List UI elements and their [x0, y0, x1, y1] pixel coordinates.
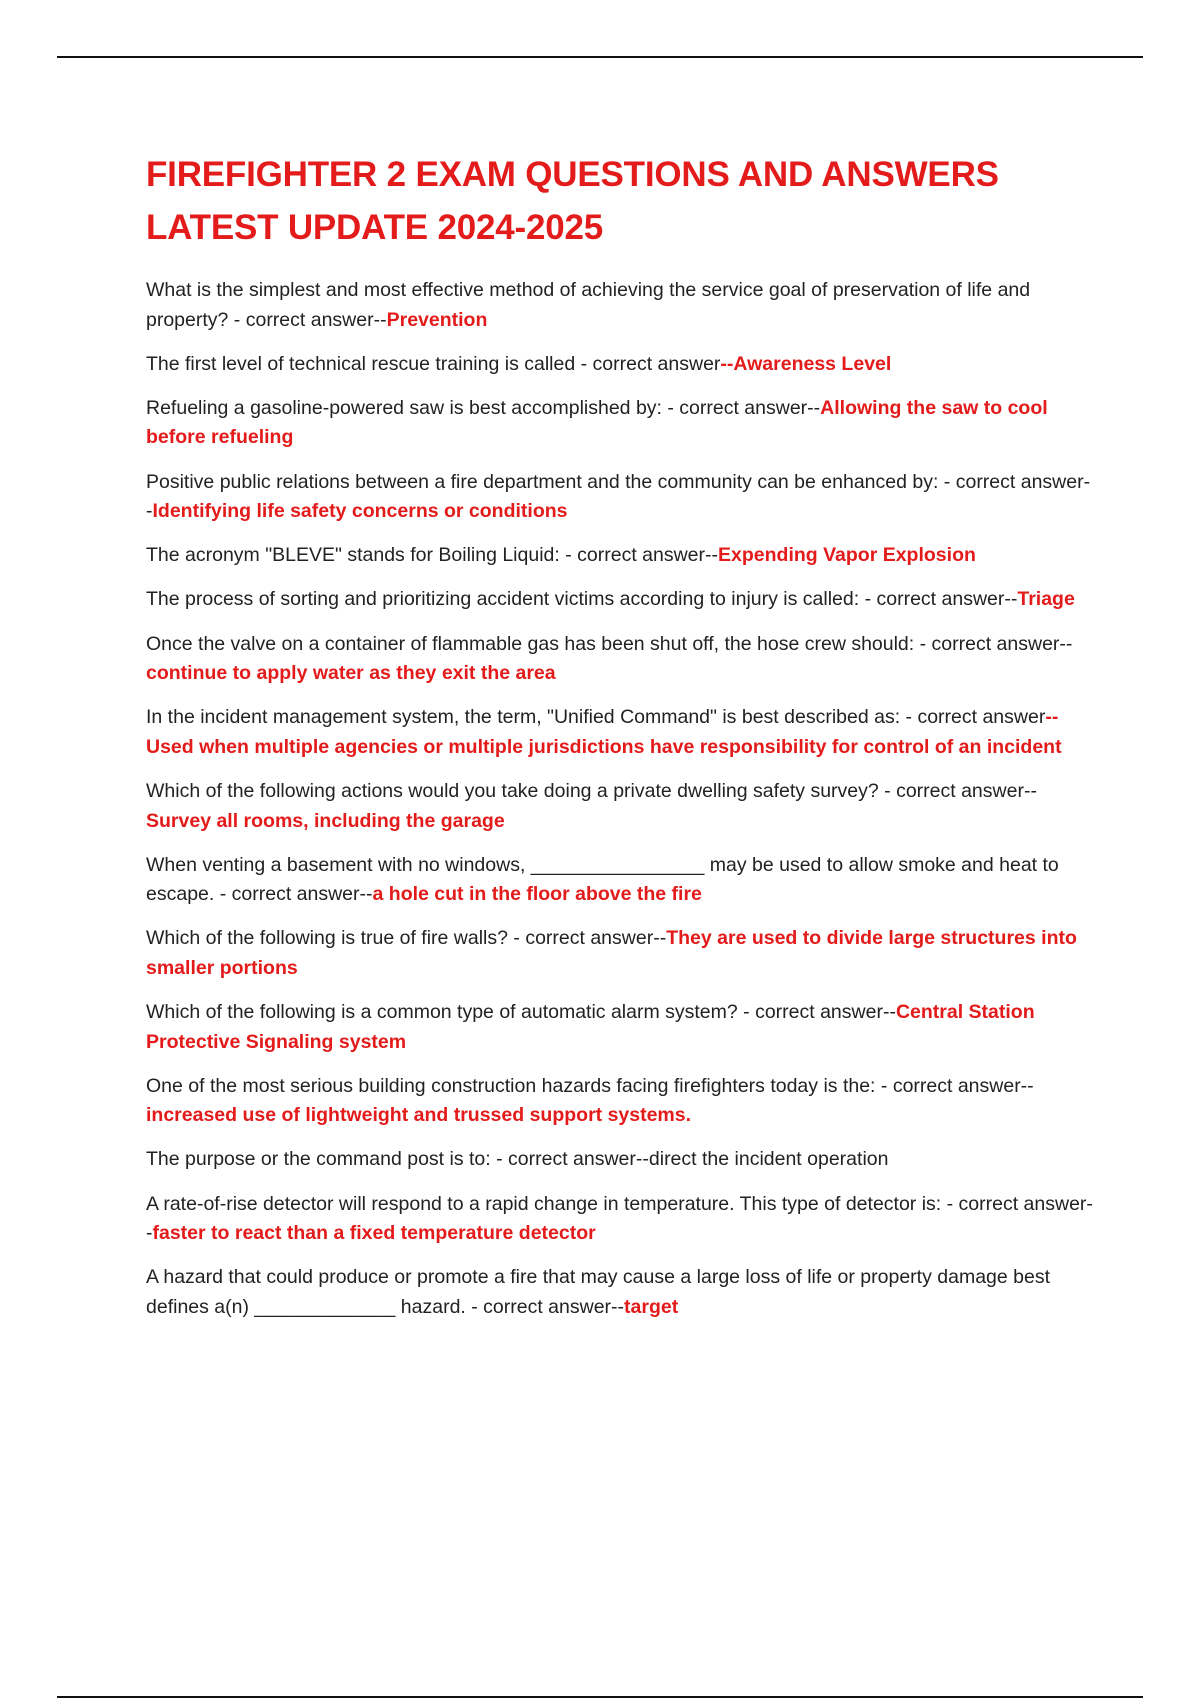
title-line-2: LATEST UPDATE 2024-2025: [146, 208, 604, 247]
question-text: When venting a basement with no windows, ________________ may be used to allow smoke and heat to escape.: [146, 853, 1059, 906]
correct-answer-label: - correct answer--: [508, 927, 667, 950]
qa-item: [146, 468, 1096, 527]
correct-answer-label: - correct answer--: [878, 780, 1037, 802]
correct-answer-label: - correct answer--: [661, 396, 821, 419]
qa-item: [146, 541, 1096, 571]
correct-answer-label: - correct answer--: [146, 1192, 1093, 1245]
question-text: In the incident management system, the term, "Unified Command" is best described as:: [146, 706, 901, 729]
qa-item: [146, 630, 1096, 689]
answer-text: Prevention: [386, 308, 488, 331]
answer-text: direct the incident operation: [648, 1148, 889, 1171]
answer-text: --Used when multiple agencies or multiple jurisdictions have responsibility for control of an incident: [146, 706, 1062, 758]
answer-text: They are used to divide large structures into smaller portions: [146, 927, 1077, 979]
qa-item: [146, 276, 1096, 335]
question-text: A rate-of-rise detector will respond to a rapid change in temperature. This type of detector is:: [146, 1192, 942, 1215]
question-text: One of the most serious building construction hazards facing firefighters today is the:: [146, 1074, 876, 1097]
correct-answer-label: - correct answer--: [559, 544, 719, 567]
qa-item: [146, 1263, 1096, 1322]
qa-item: [146, 777, 1096, 836]
correct-answer-label: - correct answer: [575, 352, 721, 375]
qa-item: [146, 703, 1096, 762]
answer-text: Central Station Protective Signaling system: [146, 1001, 1035, 1053]
qa-list: [146, 276, 1096, 1322]
question-text: Which of the following is a common type of automatic alarm system?: [146, 1001, 738, 1024]
question-text: The first level of technical rescue training is called: [146, 352, 576, 375]
question-text: The process of sorting and prioritizing accident victims according to injury is called:: [146, 588, 860, 611]
question-text: A hazard that could produce or promote a fire that may cause a large loss of life or property damage best defines a(n) _____________ hazard.: [146, 1266, 1050, 1318]
title-line-1: FIREFIGHTER 2 EXAM QUESTIONS AND ANSWERS: [146, 155, 999, 194]
question-text: Which of the following actions would you take doing a private dwelling safety survey?: [146, 780, 879, 802]
qa-item: [146, 1072, 1096, 1131]
bottom-divider: [57, 1696, 1143, 1698]
correct-answer-label: - correct answer--: [146, 470, 1091, 523]
answer-text: continue to apply water as they exit the area: [146, 662, 556, 685]
qa-item: [146, 851, 1096, 910]
question-text: Which of the following is true of fire walls?: [146, 927, 508, 950]
answer-text: --Awareness Level: [720, 352, 892, 375]
correct-answer-label: - correct answer--: [490, 1148, 649, 1171]
correct-answer-label: - correct answer--: [737, 1001, 896, 1024]
answer-text: Expending Vapor Explosion: [718, 544, 976, 567]
question-text: Positive public relations between a fire department and the community can be enhanced by:: [146, 470, 939, 493]
answer-text: faster to react than a fixed temperature detector: [152, 1222, 596, 1245]
document-body: [146, 148, 1096, 1337]
qa-item: [146, 350, 1096, 380]
answer-text: target: [624, 1295, 679, 1318]
answer-text: Triage: [1017, 588, 1075, 611]
question-text: The acronym "BLEVE" stands for Boiling Liquid:: [146, 544, 560, 567]
qa-item: [146, 998, 1096, 1057]
answer-text: increased use of lightweight and trussed support systems.: [146, 1104, 692, 1127]
qa-item: [146, 1190, 1096, 1249]
answer-text: Identifying life safety concerns or conditions: [152, 500, 568, 523]
qa-item: [146, 1145, 1096, 1175]
answer-text: Survey all rooms, including the garage: [146, 809, 505, 832]
qa-item: [146, 924, 1096, 983]
answer-text: a hole cut in the floor above the fire: [372, 883, 702, 906]
qa-item: [146, 585, 1096, 615]
document-title: [146, 148, 1096, 254]
correct-answer-label: - correct answer--: [914, 632, 1073, 655]
correct-answer-label: - correct answer--: [228, 308, 387, 331]
correct-answer-label: - correct answer--: [859, 588, 1018, 611]
correct-answer-label: - correct answer--: [214, 883, 373, 906]
question-text: Refueling a gasoline-powered saw is best accomplished by:: [146, 396, 662, 419]
correct-answer-label: - correct answer: [900, 706, 1046, 729]
correct-answer-label: - correct answer--: [875, 1074, 1034, 1097]
correct-answer-label: - correct answer--: [465, 1295, 625, 1318]
answer-text: Allowing the saw to cool before refueling: [146, 396, 1048, 449]
top-divider: [57, 56, 1143, 58]
question-text: The purpose or the command post is to:: [146, 1148, 491, 1171]
question-text: What is the simplest and most effective method of achieving the service goal of preservation of life and property?: [146, 279, 1031, 331]
qa-item: [146, 394, 1096, 453]
question-text: Once the valve on a container of flammable gas has been shut off, the hose crew should:: [146, 632, 915, 655]
